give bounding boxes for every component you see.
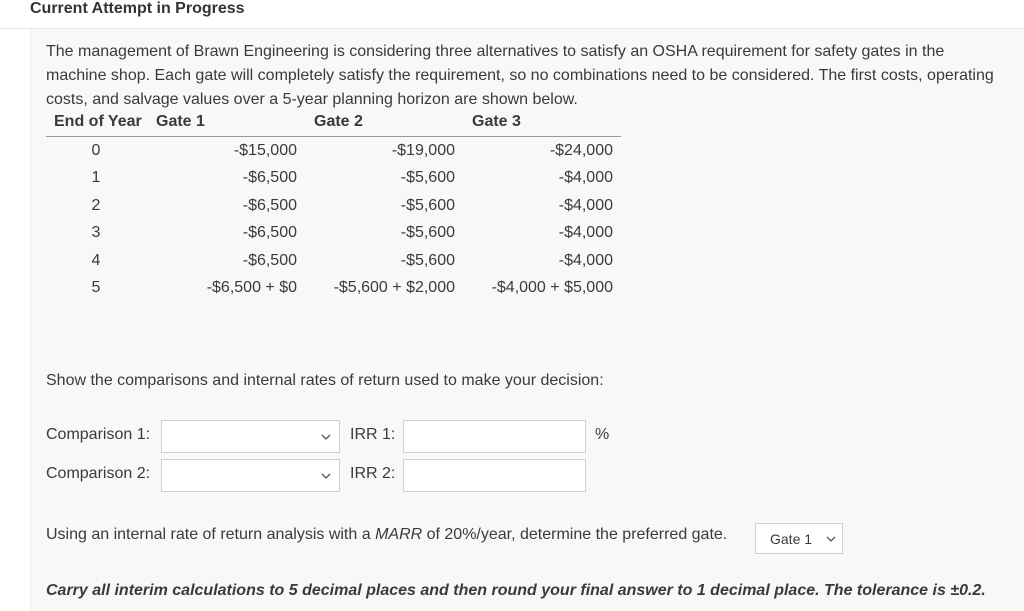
- chevron-down-icon: [321, 469, 331, 483]
- header-end-of-year: End of Year: [54, 113, 142, 130]
- table-cell-year: 4: [91, 252, 101, 269]
- table-cell-gate1: -$6,500: [242, 197, 297, 214]
- problem-statement: The management of Brawn Engineering is considering three alternatives to satisfy an OSHA requirement for safety gates in the machine shop. Each gate will completely satisfy the requirement, so no combinations need to be considered. The first costs, operating costs, and salvage values over a 5-year planning horizon are shown below.: [46, 43, 994, 108]
- header-gate-3: Gate 3: [472, 113, 521, 130]
- table-cell-gate3: -$24,000: [549, 142, 613, 159]
- table-cell-gate2: -$5,600: [400, 252, 455, 269]
- irr-2-label: IRR 2:: [350, 465, 396, 482]
- irr-2-input[interactable]: [403, 459, 586, 492]
- table-cell-year: 0: [91, 142, 101, 159]
- table-cell-year: 5: [91, 279, 101, 296]
- table-cell-year: 2: [91, 197, 101, 214]
- table-cell-gate3: -$4,000 + $5,000: [491, 279, 613, 296]
- chevron-down-icon: [321, 430, 331, 444]
- comparison-2-label: Comparison 2:: [46, 465, 151, 482]
- chevron-down-icon: [826, 532, 836, 546]
- final-question-pre: Using an internal rate of return analysis with a: [46, 526, 376, 543]
- percent-unit: %: [595, 426, 610, 443]
- table-cell-gate3: -$4,000: [558, 197, 613, 214]
- tolerance-note: Carry all interim calculations to 5 decimal places and then round your final answer to 1 decimal place. The tolerance is ±0.2.: [46, 582, 986, 599]
- marr-term: MARR: [375, 526, 423, 543]
- final-question: [46, 526, 727, 544]
- comparisons-prompt: Show the comparisons and internal rates of return used to make your decision:: [46, 372, 604, 389]
- comparison-1-label: Comparison 1:: [46, 426, 151, 443]
- table-cell-gate3: -$4,000: [558, 224, 613, 241]
- table-cell-gate3: -$4,000: [558, 252, 613, 269]
- table-cell-gate3: -$4,000: [558, 169, 613, 186]
- comparison-2-select[interactable]: [161, 459, 340, 492]
- table-cell-gate1: -$15,000: [233, 142, 297, 159]
- preferred-gate-value: Gate 1: [770, 531, 813, 547]
- irr-1-label: IRR 1:: [350, 426, 396, 443]
- header-gate-1: Gate 1: [156, 113, 205, 130]
- preferred-gate-select[interactable]: [755, 523, 843, 554]
- page-title: Current Attempt in Progress: [30, 0, 245, 17]
- header-gate-2: Gate 2: [314, 113, 363, 130]
- table-cell-gate1: -$6,500: [242, 252, 297, 269]
- table-cell-gate2: -$5,600 + $2,000: [333, 279, 455, 296]
- irr-1-input[interactable]: [403, 420, 586, 453]
- table-divider: [46, 136, 621, 137]
- final-question-post: of 20%/year, determine the preferred gate.: [422, 526, 728, 543]
- table-cell-gate1: -$6,500 + $0: [206, 279, 297, 296]
- comparison-1-select[interactable]: [161, 420, 340, 453]
- table-cell-gate2: -$5,600: [400, 169, 455, 186]
- table-cell-gate1: -$6,500: [242, 224, 297, 241]
- table-cell-gate2: -$19,000: [391, 142, 455, 159]
- table-cell-gate2: -$5,600: [400, 197, 455, 214]
- header-bar: [0, 0, 1024, 29]
- table-cell-gate2: -$5,600: [400, 224, 455, 241]
- table-cell-year: 1: [91, 169, 101, 186]
- table-cell-gate1: -$6,500: [242, 169, 297, 186]
- table-cell-year: 3: [91, 224, 101, 241]
